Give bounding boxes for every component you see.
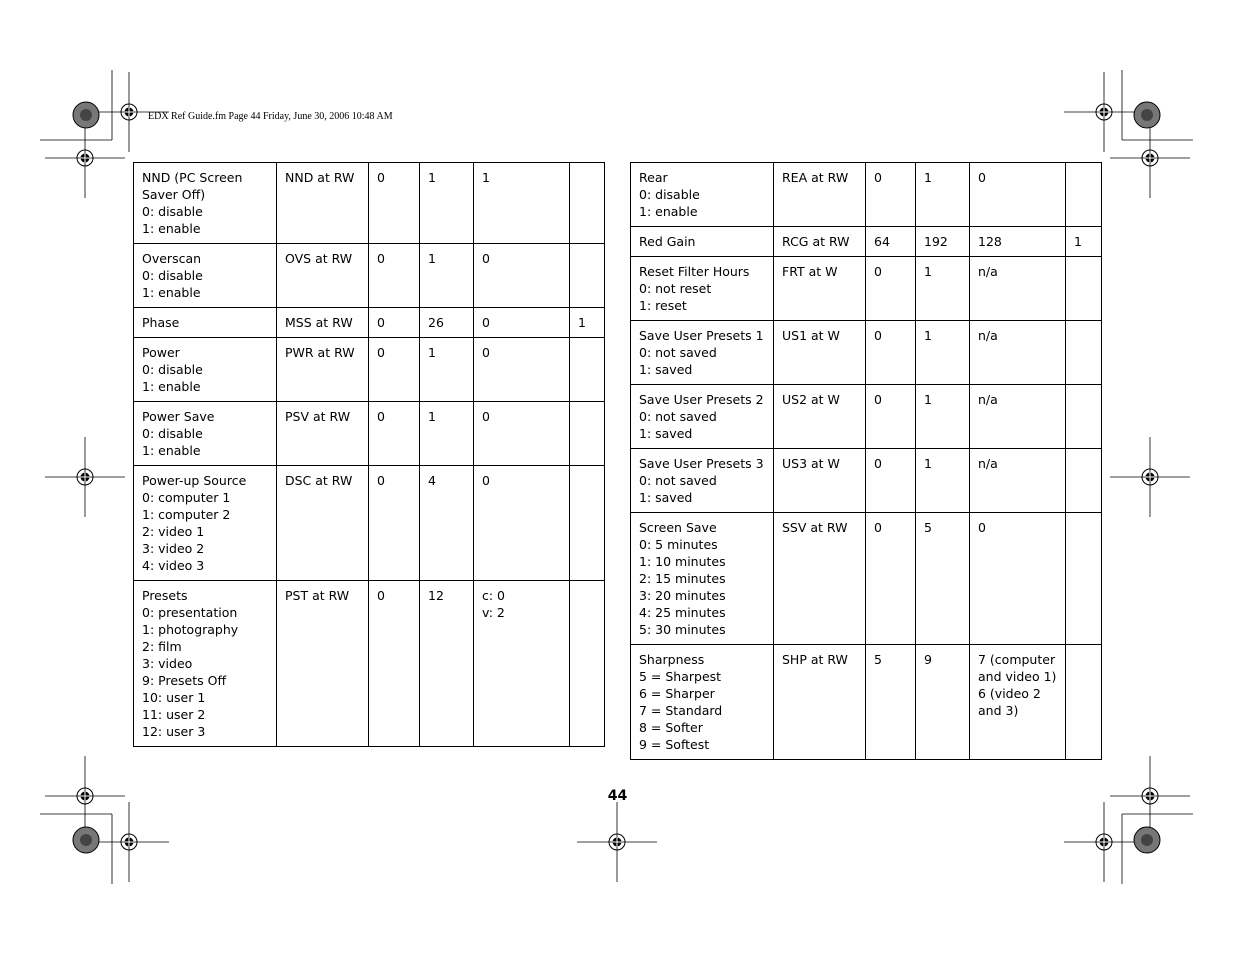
last-column-cell bbox=[1066, 645, 1102, 760]
setting-name-cell: Red Gain bbox=[631, 227, 774, 257]
right-command-table bbox=[630, 162, 1102, 760]
min-value-cell: 0 bbox=[866, 257, 916, 321]
registration-mark-left-middle bbox=[45, 437, 125, 517]
table-row bbox=[631, 449, 1102, 513]
last-column-cell bbox=[570, 244, 605, 308]
command-cell: US1 at W bbox=[774, 321, 866, 385]
min-value-cell: 5 bbox=[866, 645, 916, 760]
setting-name-cell: Save User Presets 3 0: not saved 1: saved bbox=[631, 449, 774, 513]
min-value-cell: 0 bbox=[866, 321, 916, 385]
command-cell: MSS at RW bbox=[277, 308, 369, 338]
setting-name-cell: Sharpness 5 = Sharpest 6 = Sharper 7 = Standard 8 = Softer 9 = Softest bbox=[631, 645, 774, 760]
setting-name-cell: Phase bbox=[134, 308, 277, 338]
star-target-bottom-right bbox=[1134, 827, 1160, 853]
command-cell: RCG at RW bbox=[774, 227, 866, 257]
max-value-cell: 1 bbox=[916, 257, 970, 321]
command-cell: DSC at RW bbox=[277, 466, 369, 581]
default-value-cell: 0 bbox=[474, 466, 570, 581]
setting-name-cell: Overscan 0: disable 1: enable bbox=[134, 244, 277, 308]
table-row bbox=[134, 163, 605, 244]
min-value-cell: 64 bbox=[866, 227, 916, 257]
default-value-cell: c: 0 v: 2 bbox=[474, 581, 570, 747]
min-value-cell: 0 bbox=[369, 466, 420, 581]
default-value-cell: 1 bbox=[474, 163, 570, 244]
registration-mark-right-middle bbox=[1110, 437, 1190, 517]
table-row bbox=[631, 163, 1102, 227]
max-value-cell: 1 bbox=[916, 385, 970, 449]
table-row bbox=[631, 385, 1102, 449]
setting-name-cell: Power 0: disable 1: enable bbox=[134, 338, 277, 402]
command-cell: FRT at W bbox=[774, 257, 866, 321]
min-value-cell: 0 bbox=[369, 244, 420, 308]
registration-mark-left-top bbox=[45, 118, 125, 198]
max-value-cell: 1 bbox=[420, 244, 474, 308]
min-value-cell: 0 bbox=[866, 513, 916, 645]
min-value-cell: 0 bbox=[866, 163, 916, 227]
setting-name-cell: Reset Filter Hours 0: not reset 1: reset bbox=[631, 257, 774, 321]
command-cell: NND at RW bbox=[277, 163, 369, 244]
page-header: EDX Ref Guide.fm Page 44 Friday, June 30, 2006 10:48 AM bbox=[148, 111, 393, 122]
default-value-cell: 128 bbox=[970, 227, 1066, 257]
min-value-cell: 0 bbox=[866, 385, 916, 449]
setting-name-cell: Save User Presets 1 0: not saved 1: saved bbox=[631, 321, 774, 385]
table-row bbox=[631, 513, 1102, 645]
star-target-bottom-left bbox=[73, 827, 99, 853]
setting-name-cell: NND (PC Screen Saver Off) 0: disable 1: enable bbox=[134, 163, 277, 244]
min-value-cell: 0 bbox=[369, 402, 420, 466]
default-value-cell: n/a bbox=[970, 257, 1066, 321]
left-command-table bbox=[133, 162, 605, 747]
max-value-cell: 192 bbox=[916, 227, 970, 257]
min-value-cell: 0 bbox=[369, 163, 420, 244]
last-column-cell bbox=[570, 163, 605, 244]
last-column-cell bbox=[1066, 449, 1102, 513]
command-cell: OVS at RW bbox=[277, 244, 369, 308]
table-row bbox=[134, 308, 605, 338]
setting-name-cell: Save User Presets 2 0: not saved 1: saved bbox=[631, 385, 774, 449]
command-cell: PST at RW bbox=[277, 581, 369, 747]
max-value-cell: 1 bbox=[916, 321, 970, 385]
last-column-cell bbox=[570, 338, 605, 402]
default-value-cell: 0 bbox=[474, 402, 570, 466]
last-column-cell bbox=[570, 402, 605, 466]
command-cell: SHP at RW bbox=[774, 645, 866, 760]
min-value-cell: 0 bbox=[369, 581, 420, 747]
table-row bbox=[631, 227, 1102, 257]
table-row bbox=[631, 645, 1102, 760]
max-value-cell: 9 bbox=[916, 645, 970, 760]
default-value-cell: 0 bbox=[970, 163, 1066, 227]
default-value-cell: n/a bbox=[970, 449, 1066, 513]
min-value-cell: 0 bbox=[369, 308, 420, 338]
setting-name-cell: Rear 0: disable 1: enable bbox=[631, 163, 774, 227]
default-value-cell: 0 bbox=[474, 338, 570, 402]
max-value-cell: 1 bbox=[420, 163, 474, 244]
table-row bbox=[631, 257, 1102, 321]
star-target-top-left bbox=[73, 102, 99, 128]
max-value-cell: 5 bbox=[916, 513, 970, 645]
table-row bbox=[134, 466, 605, 581]
table-row bbox=[134, 244, 605, 308]
max-value-cell: 1 bbox=[916, 163, 970, 227]
table-row bbox=[134, 402, 605, 466]
command-cell: PWR at RW bbox=[277, 338, 369, 402]
last-column-cell bbox=[1066, 163, 1102, 227]
command-cell: US3 at W bbox=[774, 449, 866, 513]
star-target-top-right bbox=[1134, 102, 1160, 128]
last-column-cell: 1 bbox=[1066, 227, 1102, 257]
max-value-cell: 1 bbox=[420, 402, 474, 466]
max-value-cell: 1 bbox=[916, 449, 970, 513]
max-value-cell: 1 bbox=[420, 338, 474, 402]
max-value-cell: 12 bbox=[420, 581, 474, 747]
default-value-cell: n/a bbox=[970, 385, 1066, 449]
command-cell: REA at RW bbox=[774, 163, 866, 227]
command-cell: PSV at RW bbox=[277, 402, 369, 466]
table-row bbox=[631, 321, 1102, 385]
min-value-cell: 0 bbox=[866, 449, 916, 513]
command-cell: US2 at W bbox=[774, 385, 866, 449]
default-value-cell: 0 bbox=[474, 308, 570, 338]
last-column-cell bbox=[570, 581, 605, 747]
table-row bbox=[134, 338, 605, 402]
last-column-cell bbox=[1066, 257, 1102, 321]
last-column-cell bbox=[1066, 385, 1102, 449]
last-column-cell bbox=[570, 466, 605, 581]
table-row bbox=[134, 581, 605, 747]
max-value-cell: 4 bbox=[420, 466, 474, 581]
default-value-cell: 0 bbox=[970, 513, 1066, 645]
setting-name-cell: Screen Save 0: 5 minutes 1: 10 minutes 2: 15 minutes 3: 20 minutes 4: 25 minutes 5: 30 minutes bbox=[631, 513, 774, 645]
page-number: 44 bbox=[607, 788, 628, 804]
command-cell: SSV at RW bbox=[774, 513, 866, 645]
default-value-cell: 7 (computer and video 1) 6 (video 2 and 3) bbox=[970, 645, 1066, 760]
last-column-cell bbox=[1066, 513, 1102, 645]
default-value-cell: 0 bbox=[474, 244, 570, 308]
registration-mark-bottom-center bbox=[577, 802, 657, 882]
max-value-cell: 26 bbox=[420, 308, 474, 338]
min-value-cell: 0 bbox=[369, 338, 420, 402]
setting-name-cell: Presets 0: presentation 1: photography 2: film 3: video 9: Presets Off 10: user 1 11: user 2 12: user 3 bbox=[134, 581, 277, 747]
setting-name-cell: Power Save 0: disable 1: enable bbox=[134, 402, 277, 466]
default-value-cell: n/a bbox=[970, 321, 1066, 385]
last-column-cell: 1 bbox=[570, 308, 605, 338]
last-column-cell bbox=[1066, 321, 1102, 385]
setting-name-cell: Power-up Source 0: computer 1 1: computer 2 2: video 1 3: video 2 4: video 3 bbox=[134, 466, 277, 581]
